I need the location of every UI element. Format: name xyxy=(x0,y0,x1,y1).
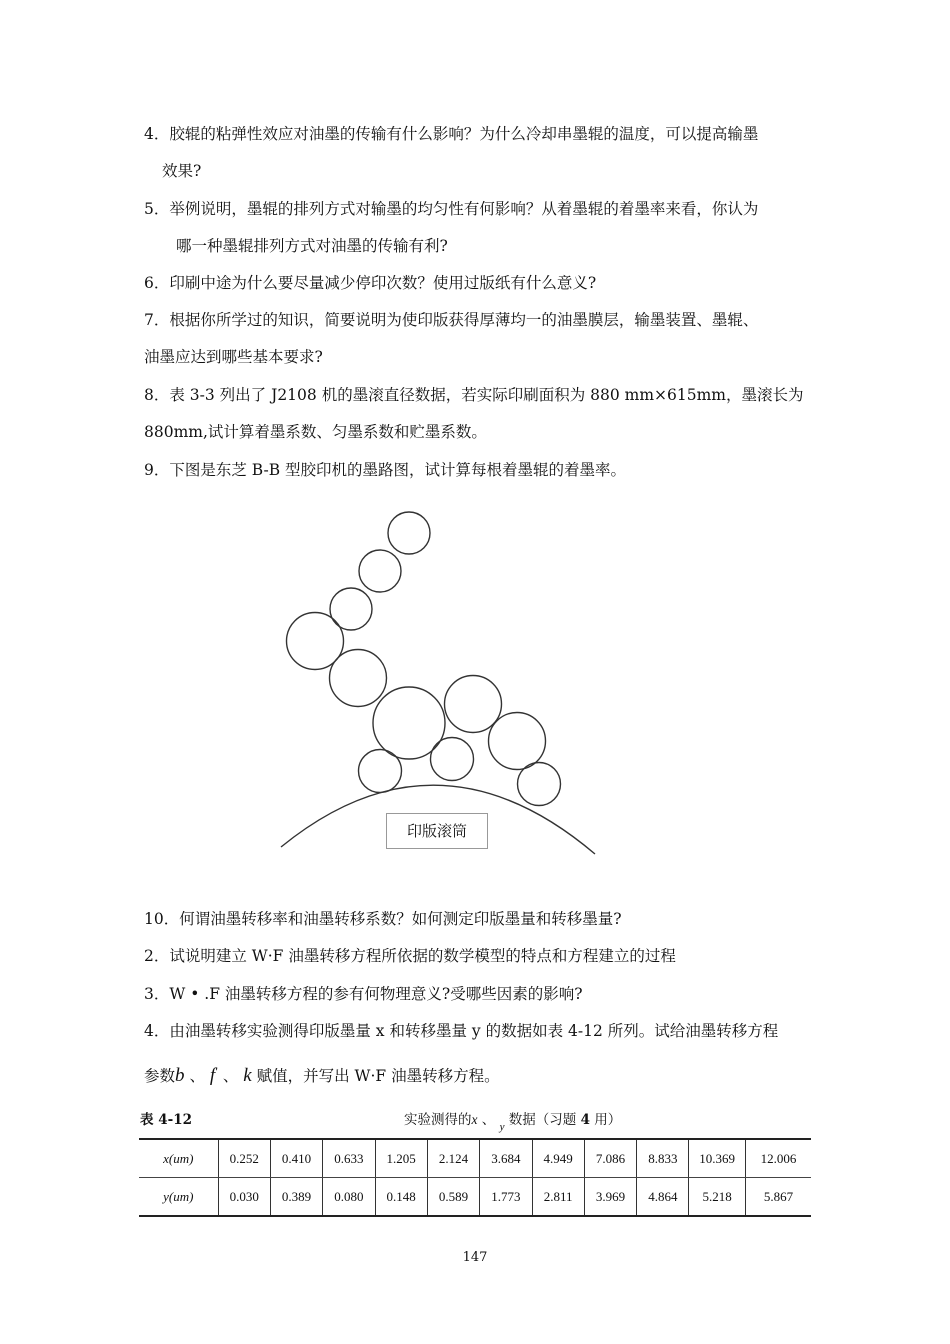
row-label: y(um) xyxy=(139,1178,218,1217)
question-5-line-1: 5．举例说明，墨辊的排列方式对输墨的均匀性有何影响？从着墨辊的着墨率来看，你认为 xyxy=(144,200,759,218)
question-4-b-line-1: 4．由油墨转移实验测得印版墨量 x 和转移墨量 y 的数据如表 4-12 所列。试给油墨转移方程 xyxy=(144,1022,779,1040)
table-cell: 8.833 xyxy=(637,1139,689,1178)
question-2: 2．试说明建立 W·F 油墨转移方程所依据的数学模型的特点和方程建立的过程 xyxy=(144,947,676,965)
table-cell: 0.589 xyxy=(427,1178,479,1217)
form-roller xyxy=(359,750,402,793)
param-b: b xyxy=(175,1065,185,1087)
plate-cylinder-label: 印版滚筒 xyxy=(386,813,488,849)
table-title-c: 用） xyxy=(589,1112,622,1128)
param-k: k xyxy=(243,1065,252,1087)
question-9: 9．下图是东芝 B-B 型胶印机的墨路图，试计算每根着墨辊的着墨率。 xyxy=(144,461,627,479)
table-title-b: 数据（习题 xyxy=(504,1112,581,1128)
table-cell: 4.864 xyxy=(637,1178,689,1217)
table-cell: 0.080 xyxy=(323,1178,375,1217)
table-cell: 1.773 xyxy=(480,1178,532,1217)
question-3: 3．W • .F 油墨转移方程的参有何物理意义?受哪些因素的影响? xyxy=(144,985,583,1003)
table-title xyxy=(404,1108,622,1133)
table-title-y: y xyxy=(499,1121,505,1133)
table-title-sep: 、 xyxy=(477,1112,500,1128)
table-cell: 3.684 xyxy=(480,1139,532,1178)
table-cell: 0.030 xyxy=(218,1178,270,1217)
ink-roller xyxy=(330,650,387,707)
ink-roller xyxy=(445,676,502,733)
table-cell: 7.086 xyxy=(584,1139,636,1178)
table-number: 表 4-12 xyxy=(140,1112,192,1128)
table-cell: 0.148 xyxy=(375,1178,427,1217)
page-number: 147 xyxy=(462,1250,488,1265)
table-cell: 12.006 xyxy=(745,1139,811,1178)
table-cell: 2.811 xyxy=(532,1178,584,1217)
params-suffix: 赋值，并写出 W·F 油墨转移方程。 xyxy=(251,1067,500,1086)
question-6: 6．印刷中途为什么要尽量减少停印次数？使用过版纸有什么意义? xyxy=(144,274,597,292)
table-row xyxy=(139,1178,811,1217)
question-7-line-1: 7．根据你所学过的知识，简要说明为使印版获得厚薄均一的油墨膜层，输墨装置、墨辊、 xyxy=(144,311,759,329)
table-cell: 2.124 xyxy=(427,1139,479,1178)
table-cell: 4.949 xyxy=(532,1139,584,1178)
question-4-b-line-2 xyxy=(144,1063,500,1086)
table-title-x: x xyxy=(471,1112,478,1127)
ink-roller xyxy=(489,713,546,770)
table-cell: 0.389 xyxy=(270,1178,322,1217)
ink-roller xyxy=(330,588,372,630)
ink-roller xyxy=(287,613,344,670)
table-cell: 1.205 xyxy=(375,1139,427,1178)
param-f: f xyxy=(209,1065,216,1087)
data-table xyxy=(139,1138,811,1217)
params-sep-2: 、 xyxy=(217,1067,244,1086)
table-cell: 5.218 xyxy=(689,1178,745,1217)
params-prefix: 参数 xyxy=(144,1067,176,1086)
table-title-num: 4 xyxy=(580,1112,590,1128)
question-8-line-2: 880mm,试计算着墨系数、匀墨系数和贮墨系数。 xyxy=(144,423,487,441)
question-8-line-1: 8．表 3-3 列出了 J2108 机的墨滚直径数据，若实际印刷面积为 880 mm×615mm，墨滚长为 xyxy=(144,386,804,404)
table-title-a: 实验测得的 xyxy=(404,1112,472,1128)
row-label: x(um) xyxy=(139,1139,218,1178)
table-cell: 10.369 xyxy=(689,1139,745,1178)
table-cell: 5.867 xyxy=(745,1178,811,1217)
ink-roller xyxy=(388,512,430,554)
question-4-line-2: 效果? xyxy=(162,162,202,180)
question-10: 10．何谓油墨转移率和油墨转移系数？如何测定印版墨量和转移墨量? xyxy=(144,910,622,928)
form-roller xyxy=(518,763,561,806)
table-cell: 0.252 xyxy=(218,1139,270,1178)
param-f-mark: ' xyxy=(215,1067,218,1078)
form-roller xyxy=(431,738,474,781)
table-cell: 0.633 xyxy=(323,1139,375,1178)
table-cell: 0.410 xyxy=(270,1139,322,1178)
table-cell: 3.969 xyxy=(584,1178,636,1217)
question-5-line-2: 哪一种墨辊排列方式对油墨的传输有利? xyxy=(176,237,448,255)
ink-roller xyxy=(359,550,401,592)
question-4-line-1: 4．胶辊的粘弹性效应对油墨的传输有什么影响？为什么冷却串墨辊的温度，可以提高输墨 xyxy=(144,125,759,143)
table-row xyxy=(139,1139,811,1178)
ink-roller xyxy=(373,687,445,759)
question-7-line-2: 油墨应达到哪些基本要求? xyxy=(144,348,323,366)
params-sep-1: 、 xyxy=(184,1067,210,1086)
